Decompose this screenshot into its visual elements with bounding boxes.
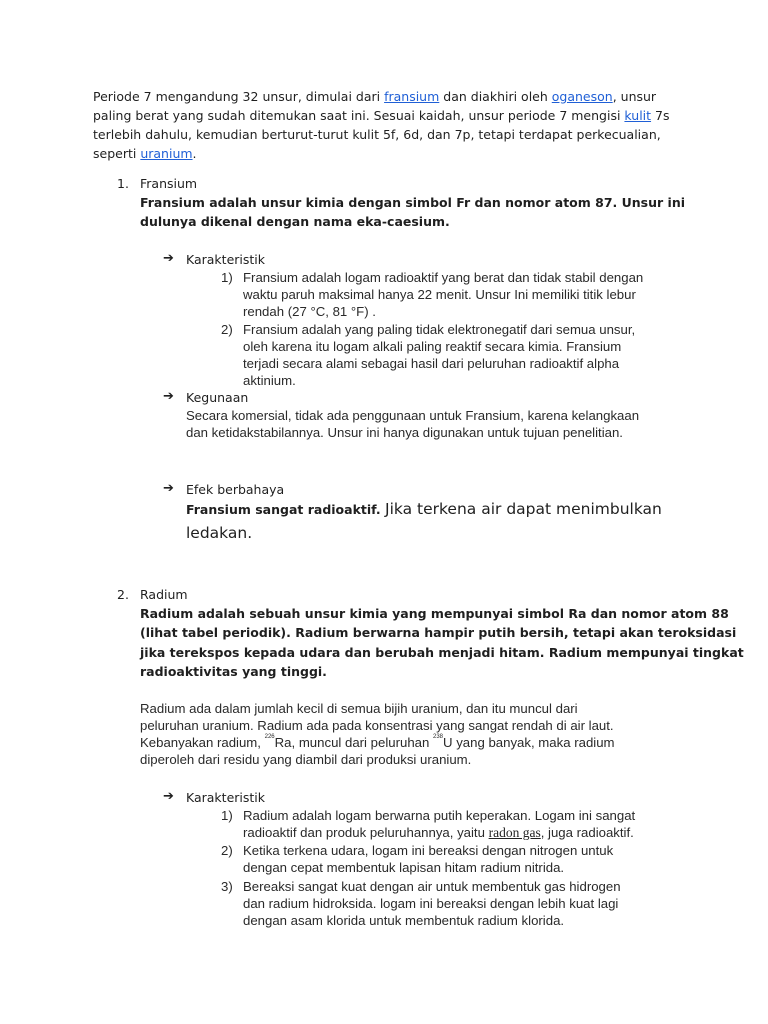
intro-line-4 <box>93 146 197 161</box>
radium-para-line: diperoleh dari residu yang diambil dari produksi uranium. <box>140 752 472 767</box>
fransium-heading: Fransium <box>140 176 198 191</box>
fransium-k2-number: 2) <box>221 322 233 337</box>
radium-k1-number: 1) <box>221 808 233 823</box>
isotope-superscript: 238 <box>432 734 443 740</box>
radium-para-line: peluruhan uranium. Radium ada pada konsentrasi yang sangat rendah di air laut. <box>140 718 614 733</box>
fransium-k1-line: Fransium adalah logam radioaktif yang berat dan tidak stabil dengan <box>243 270 644 285</box>
radium-number: 2. <box>117 587 129 602</box>
radium-k3-line: dengan asam klorida untuk membentuk radium klorida. <box>243 913 565 928</box>
fransium-desc-1: Fransium adalah unsur kimia dengan simbol Fr dan nomor atom 87. Unsur ini <box>140 195 686 210</box>
oganeson-link[interactable]: oganeson <box>551 89 613 104</box>
fransium-kegunaan-label: Kegunaan <box>186 390 249 405</box>
k1-text: , juga radioaktif. <box>540 825 634 840</box>
intro-text: , unsur <box>612 89 657 104</box>
fransium-link[interactable]: fransium <box>384 89 440 104</box>
kulit-link[interactable]: kulit <box>624 108 652 123</box>
k1-text: radioaktif dan produk peluruhannya, yaitu <box>243 825 489 840</box>
intro-text: seperti <box>93 146 141 161</box>
intro-line-3: terlebih dahulu, kemudian berturut-turut kulit 5f, 6d, dan 7p, tetapi terdapat perkecualian, <box>93 127 661 142</box>
radium-k2-number: 2) <box>221 843 233 858</box>
intro-line-2 <box>93 108 670 123</box>
radium-k3-line: dan radium hidroksida. logam ini bereaksi dengan lebih kuat lagi <box>243 896 619 911</box>
fransium-k2-line: Fransium adalah yang paling tidak elektronegatif dari semua unsur, <box>243 322 636 337</box>
radium-k2-line: dengan cepat membentuk lapisan hitam radium nitrida. <box>243 860 565 875</box>
para-text: Ra, muncul dari peluruhan <box>274 735 433 750</box>
intro-line-1 <box>93 89 656 104</box>
arrow-icon: ➔ <box>163 789 174 804</box>
fransium-k2-line: terjadi secara alami sebagai hasil dari peluruhan radioaktif alpha <box>243 356 620 371</box>
fransium-kegunaan-line: dan ketidakstabilannya. Unsur ini hanya digunakan untuk tujuan penelitian. <box>186 425 623 440</box>
intro-text: paling berat yang sudah ditemukan saat ini. Sesuai kaidah, unsur periode 7 mengisi <box>93 108 625 123</box>
para-text: Kebanyakan radium, <box>140 735 265 750</box>
arrow-icon: ➔ <box>163 481 174 496</box>
fransium-k2-line: oleh karena itu logam alkali paling reaktif secara kimia. Fransium <box>243 339 622 354</box>
arrow-icon: ➔ <box>163 389 174 404</box>
intro-text: . <box>192 146 197 161</box>
radium-desc-line: Radium adalah sebuah unsur kimia yang mempunyai simbol Ra dan nomor atom 88 <box>140 606 729 621</box>
fransium-efek-line-2: ledakan. <box>186 524 253 542</box>
fransium-desc-2: dulunya dikenal dengan nama eka-caesium. <box>140 214 450 229</box>
radium-k2-line: Ketika terkena udara, logam ini bereaksi dengan nitrogen untuk <box>243 843 614 858</box>
arrow-icon: ➔ <box>163 251 174 266</box>
radium-k3-line: Bereaksi sangat kuat dengan air untuk membentuk gas hidrogen <box>243 879 621 894</box>
fransium-efek-label: Efek berbahaya <box>186 482 285 497</box>
fransium-k1-line: waktu paruh maksimal hanya 22 menit. Unsur Ini memiliki titik lebur <box>243 287 636 302</box>
radium-k1-line: Radium adalah logam berwarna putih keperakan. Logam ini sangat <box>243 808 636 823</box>
fransium-kegunaan-line: Secara komersial, tidak ada penggunaan untuk Fransium, karena kelangkaan <box>186 408 640 423</box>
fransium-k1-number: 1) <box>221 270 233 285</box>
fransium-k2-line: aktinium. <box>243 373 296 388</box>
radium-k3-number: 3) <box>221 879 233 894</box>
fransium-efek-line-1 <box>186 499 662 518</box>
radium-desc-line: radioaktivitas yang tinggi. <box>140 664 327 679</box>
efek-large-text: Jika terkena air dapat menimbulkan <box>385 500 662 518</box>
radium-karakteristik-label: Karakteristik <box>186 790 266 805</box>
fransium-number: 1. <box>117 176 129 191</box>
isotope-superscript: 226 <box>264 734 275 740</box>
intro-text: 7s <box>651 108 670 123</box>
radium-heading: Radium <box>140 587 188 602</box>
radon-gas-link[interactable]: radon gas <box>488 825 541 840</box>
efek-bold-text: Fransium sangat radioaktif. <box>186 502 386 517</box>
radium-desc-line: jika terekspos kepada udara dan berubah menjadi hitam. Radium mempunyai tingkat <box>140 645 744 660</box>
fransium-karakteristik-label: Karakteristik <box>186 252 266 267</box>
fransium-k1-line: rendah (27 °C, 81 °F) . <box>243 304 376 319</box>
radium-para-line: Radium ada dalam jumlah kecil di semua bijih uranium, dan itu muncul dari <box>140 701 578 716</box>
intro-text: Periode 7 mengandung 32 unsur, dimulai dari <box>93 89 385 104</box>
intro-text: dan diakhiri oleh <box>439 89 552 104</box>
radium-k1-line <box>243 825 634 841</box>
radium-desc-line: (lihat tabel periodik). Radium berwarna hampir putih bersih, tetapi akan teroksidasi <box>140 625 737 640</box>
radium-para-line <box>140 735 615 750</box>
para-text: U yang banyak, maka radium <box>443 735 615 750</box>
uranium-link[interactable]: uranium <box>140 146 193 161</box>
